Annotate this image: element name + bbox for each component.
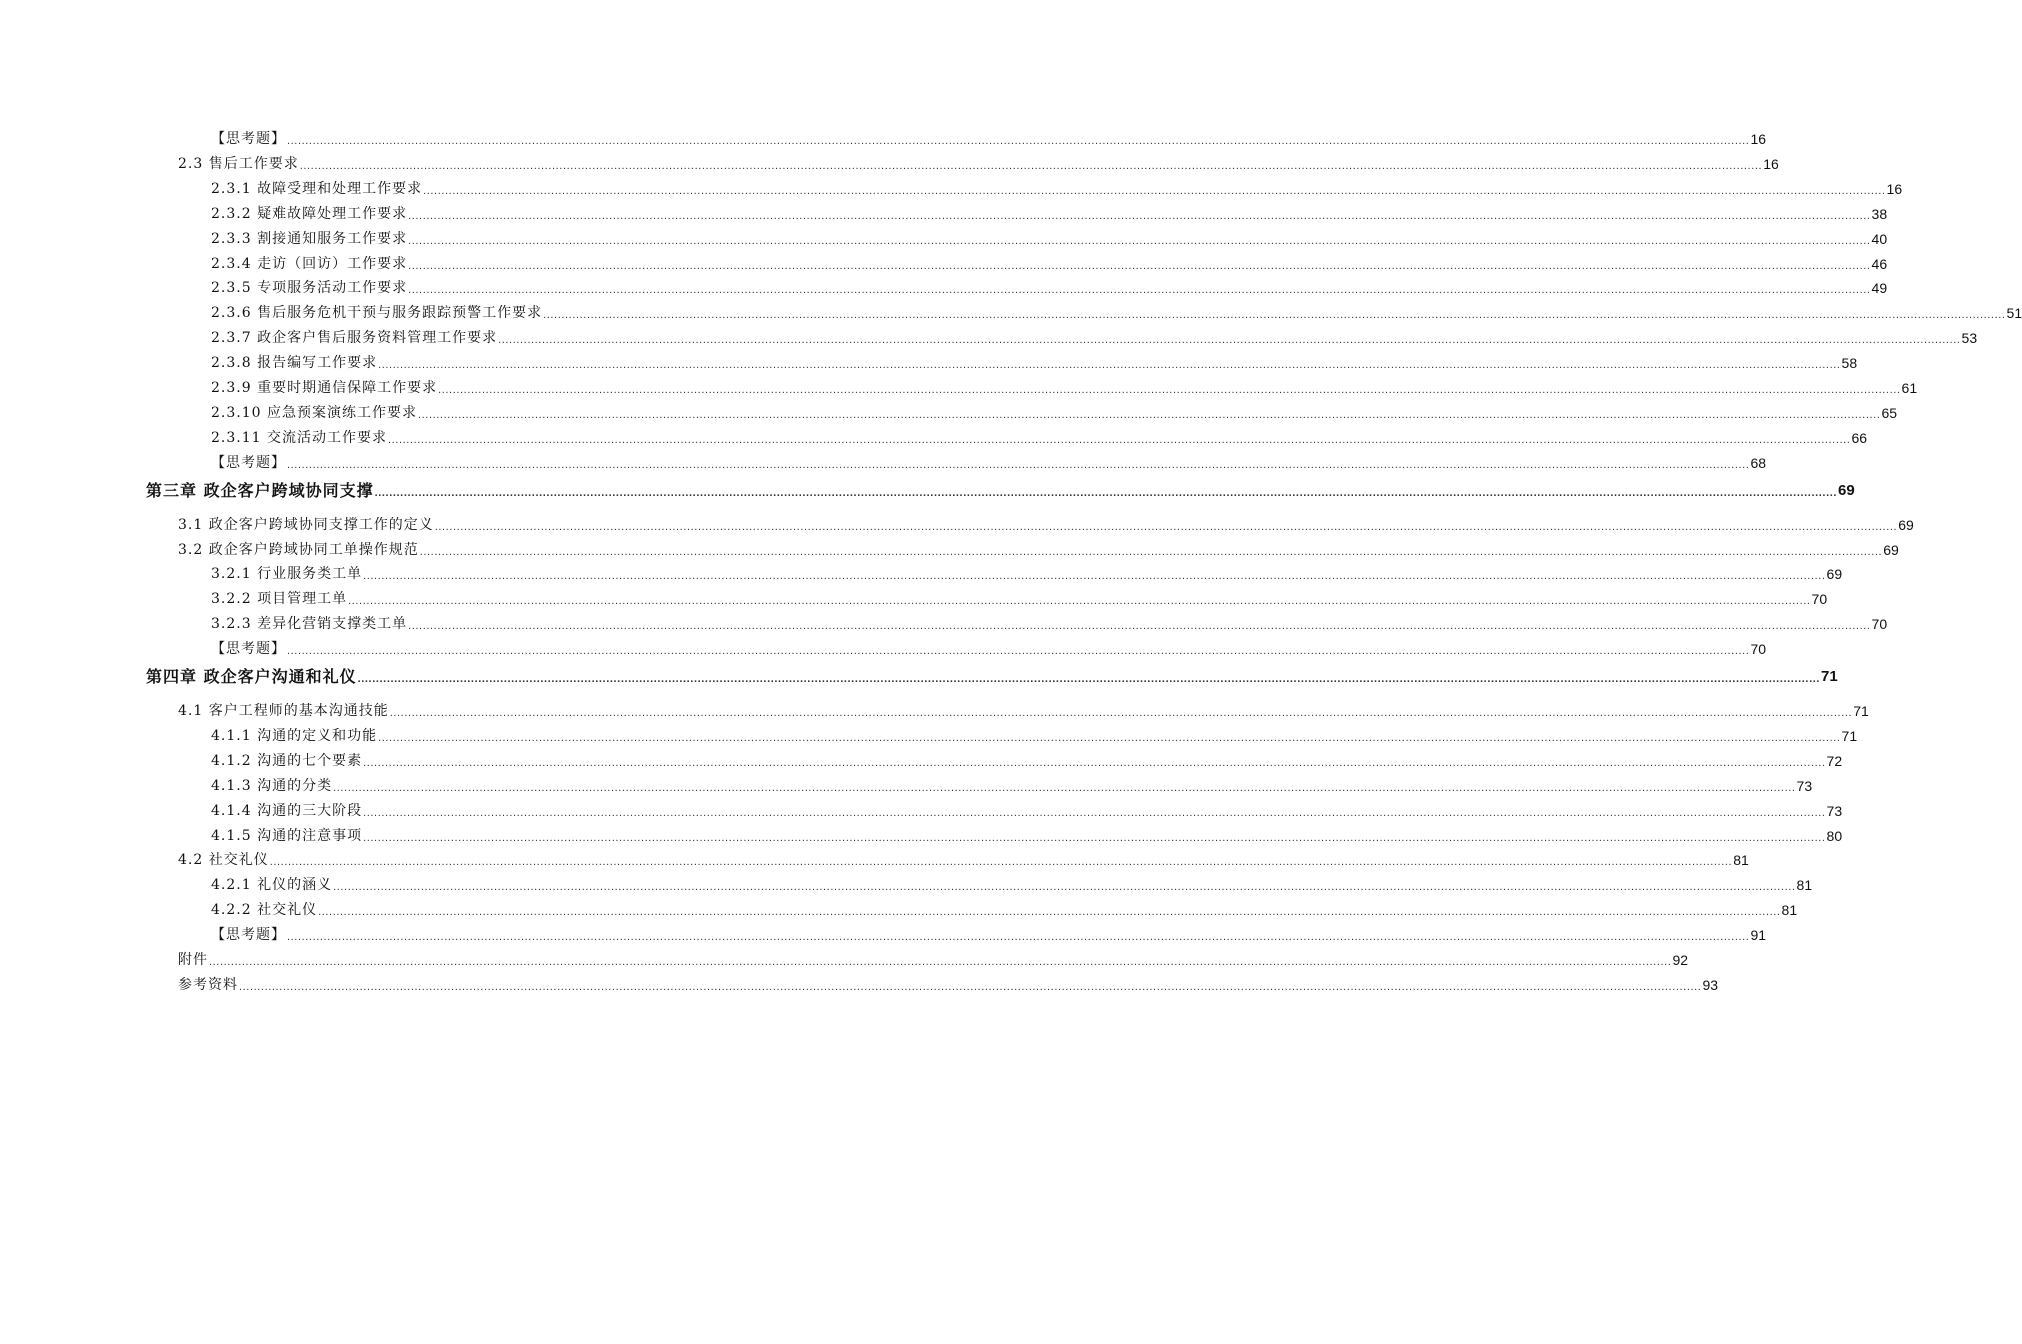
toc-leader-dots: ................................................................................................................................................................................................................................................................................................................................................................................................................	[408, 209, 1871, 222]
toc-entry-page-number: 69	[1838, 481, 1855, 499]
toc-entry-page-number: 81	[1781, 902, 1798, 919]
toc-entry-page-number: 81	[1733, 852, 1749, 869]
toc-entry-title: 4.2.1 礼仪的涵义	[211, 877, 333, 894]
toc-entry-title: 4.1.3 沟通的分类	[211, 777, 333, 794]
toc-entry-page-number: 65	[1881, 404, 1898, 421]
toc-entry[interactable]	[211, 375, 1918, 397]
toc-entry-title: 3.2 政企客户跨域协同工单操作规范	[178, 541, 419, 558]
toc-entry-title: 2.3.8 报告编写工作要求	[211, 355, 378, 372]
toc-entry[interactable]	[211, 897, 1798, 919]
toc-entry-page-number: 69	[1883, 541, 1899, 558]
toc-entry-page-number: 93	[1702, 976, 1719, 993]
toc-entry[interactable]	[211, 723, 1858, 745]
toc-entry[interactable]	[211, 300, 2022, 322]
toc-entry-title: 3.2.3 差异化营销支撑类工单	[211, 616, 408, 633]
toc-entry-title: 第三章 政企客户跨域协同支撑	[146, 480, 374, 500]
toc-entry[interactable]	[178, 947, 1689, 969]
toc-entry-page-number: 68	[1750, 454, 1767, 471]
toc-leader-dots: ................................................................................................................................................................................................................................................................................................................................................................................................................	[363, 570, 1826, 583]
toc-leader-dots: ................................................................................................................................................................................................................................................................................................................................................................................................................	[543, 309, 2006, 322]
toc-entry-page-number: 73	[1826, 802, 1843, 819]
toc-entry-page-number: 71	[1841, 727, 1858, 744]
toc-entry-page-number: 49	[1871, 280, 1888, 297]
toc-leader-dots: ................................................................................................................................................................................................................................................................................................................................................................................................................	[419, 545, 1883, 558]
toc-leader-dots: ................................................................................................................................................................................................................................................................................................................................................................................................................	[363, 831, 1826, 844]
toc-entry-title: 参考资料	[178, 976, 238, 993]
toc-entry[interactable]	[146, 664, 1838, 686]
toc-leader-dots: ................................................................................................................................................................................................................................................................................................................................................................................................................	[348, 595, 1811, 608]
toc-entry-page-number: 38	[1871, 205, 1888, 222]
toc-leader-dots: ................................................................................................................................................................................................................................................................................................................................................................................................................	[299, 159, 1763, 172]
toc-entry[interactable]	[211, 425, 1868, 447]
toc-entry-page-number: 16	[1750, 131, 1767, 147]
toc-entry-title: 4.1.4 沟通的三大阶段	[211, 802, 363, 819]
toc-entry-page-number: 92	[1672, 952, 1689, 968]
toc-entry[interactable]	[178, 972, 1719, 994]
toc-leader-dots: ................................................................................................................................................................................................................................................................................................................................................................................................................	[498, 334, 1961, 347]
toc-leader-dots: ................................................................................................................................................................................................................................................................................................................................................................................................................	[287, 458, 1750, 471]
toc-entry[interactable]	[178, 537, 1899, 559]
toc-entry[interactable]	[211, 922, 1767, 944]
toc-entry-title: 【思考题】	[211, 454, 286, 471]
toc-entry[interactable]	[178, 512, 1914, 534]
toc-entry-page-number: 71	[1821, 668, 1838, 685]
toc-entry[interactable]	[211, 636, 1767, 658]
toc-entry-title: 2.3.11 交流活动工作要求	[211, 429, 387, 446]
toc-leader-dots: ................................................................................................................................................................................................................................................................................................................................................................................................................	[239, 980, 1702, 993]
toc-leader-dots: ................................................................................................................................................................................................................................................................................................................................................................................................................	[408, 259, 1871, 272]
toc-entry-title: 第四章 政企客户沟通和礼仪	[146, 667, 357, 686]
toc-leader-dots: ................................................................................................................................................................................................................................................................................................................................................................................................................	[434, 520, 1898, 533]
toc-entry-page-number: 70	[1750, 641, 1767, 658]
toc-leader-dots: ................................................................................................................................................................................................................................................................................................................................................................................................................	[357, 673, 1821, 685]
toc-leader-dots: ................................................................................................................................................................................................................................................................................................................................................................................................................	[287, 931, 1750, 944]
toc-entry[interactable]	[211, 251, 1888, 273]
toc-leader-dots: ................................................................................................................................................................................................................................................................................................................................................................................................................	[333, 881, 1796, 894]
toc-entry-title: 4.1.5 沟通的注意事项	[211, 827, 363, 844]
toc-entry[interactable]	[211, 798, 1843, 820]
toc-leader-dots: ................................................................................................................................................................................................................................................................................................................................................................................................................	[438, 384, 1901, 396]
toc-entry-title: 4.2.2 社交礼仪	[211, 902, 318, 919]
toc-entry-title: 3.2.1 行业服务类工单	[211, 566, 363, 583]
toc-entry-title: 附件	[178, 952, 208, 968]
toc-leader-dots: ................................................................................................................................................................................................................................................................................................................................................................................................................	[287, 645, 1750, 658]
toc-entry-title: 2.3 售后工作要求	[178, 155, 299, 172]
toc-entry-page-number: 16	[1886, 180, 1903, 197]
toc-entry[interactable]	[211, 748, 1843, 770]
toc-entry-page-number: 80	[1826, 827, 1843, 844]
toc-entry-page-number: 81	[1796, 877, 1813, 894]
toc-leader-dots: ................................................................................................................................................................................................................................................................................................................................................................................................................	[387, 433, 1851, 446]
toc-leader-dots: ................................................................................................................................................................................................................................................................................................................................................................................................................	[363, 806, 1826, 819]
toc-entry[interactable]	[211, 611, 1888, 633]
toc-leader-dots: ................................................................................................................................................................................................................................................................................................................................................................................................................	[408, 234, 1871, 247]
toc-entry-page-number: 73	[1796, 777, 1813, 794]
toc-entry-page-number: 70	[1811, 591, 1828, 608]
toc-entry-page-number: 91	[1750, 927, 1767, 944]
toc-entry-title: 4.1.1 沟通的定义和功能	[211, 727, 378, 744]
toc-entry[interactable]	[211, 450, 1767, 472]
toc-entry[interactable]	[211, 275, 1888, 297]
toc-entry-page-number: 58	[1841, 355, 1858, 372]
toc-entry-title: 2.3.5 专项服务活动工作要求	[211, 280, 408, 297]
toc-entry[interactable]	[211, 400, 1898, 422]
toc-entry[interactable]	[211, 176, 1903, 198]
toc-entry-page-number: 61	[1901, 380, 1918, 396]
toc-leader-dots: ................................................................................................................................................................................................................................................................................................................................................................................................................	[408, 284, 1871, 297]
toc-entry[interactable]	[211, 126, 1767, 148]
toc-entry-title: 2.3.3 割接通知服务工作要求	[211, 230, 408, 247]
toc-leader-dots: ................................................................................................................................................................................................................................................................................................................................................................................................................	[287, 135, 1750, 147]
toc-entry-page-number: 70	[1871, 616, 1888, 633]
toc-entry-title: 3.2.2 项目管理工单	[211, 591, 348, 608]
toc-leader-dots: ................................................................................................................................................................................................................................................................................................................................................................................................................	[318, 906, 1781, 919]
toc-entry-page-number: 40	[1871, 230, 1888, 247]
toc-leader-dots: ................................................................................................................................................................................................................................................................................................................................................................................................................	[378, 359, 1841, 372]
toc-entry-title: 4.2 社交礼仪	[178, 852, 269, 869]
toc-entry-page-number: 16	[1763, 155, 1779, 172]
toc-entry[interactable]	[178, 151, 1779, 173]
toc-entry[interactable]	[178, 847, 1749, 869]
toc-entry-title: 2.3.9 重要时期通信保障工作要求	[211, 380, 438, 396]
toc-entry-title: 2.3.2 疑难故障处理工作要求	[211, 205, 408, 222]
toc-leader-dots: ................................................................................................................................................................................................................................................................................................................................................................................................................	[423, 184, 1886, 197]
toc-entry[interactable]	[211, 561, 1843, 583]
toc-entry-title: 2.3.10 应急预案演练工作要求	[211, 404, 417, 421]
toc-entry-page-number: 66	[1851, 429, 1868, 446]
toc-entry-title: 【思考题】	[211, 927, 286, 944]
toc-entry[interactable]	[211, 350, 1858, 372]
toc-entry-page-number: 71	[1853, 703, 1869, 719]
toc-leader-dots: ................................................................................................................................................................................................................................................................................................................................................................................................................	[209, 956, 1672, 968]
toc-leader-dots: ................................................................................................................................................................................................................................................................................................................................................................................................................	[389, 707, 1853, 719]
toc-leader-dots: ................................................................................................................................................................................................................................................................................................................................................................................................................	[374, 486, 1838, 499]
toc-entry-page-number: 46	[1871, 255, 1888, 272]
toc-entry-page-number: 69	[1826, 566, 1843, 583]
toc-entry[interactable]	[211, 226, 1888, 248]
toc-entry-title: 【思考题】	[211, 641, 286, 658]
toc-entry-title: 2.3.4 走访（回访）工作要求	[211, 255, 408, 272]
toc-entry[interactable]	[211, 773, 1813, 795]
toc-entry[interactable]	[211, 586, 1828, 608]
toc-entry-page-number: 51	[2006, 305, 2022, 322]
toc-entry[interactable]	[211, 201, 1888, 223]
toc-entry-title: 3.1 政企客户跨域协同支撑工作的定义	[178, 516, 434, 533]
toc-entry-title: 2.3.7 政企客户售后服务资料管理工作要求	[211, 330, 498, 347]
toc-entry-page-number: 72	[1826, 752, 1843, 769]
toc-entry-title: 【思考题】	[211, 131, 286, 147]
toc-leader-dots: ................................................................................................................................................................................................................................................................................................................................................................................................................	[333, 781, 1796, 794]
toc-leader-dots: ................................................................................................................................................................................................................................................................................................................................................................................................................	[408, 620, 1871, 633]
toc-entry-title: 4.1 客户工程师的基本沟通技能	[178, 703, 389, 719]
toc-entry-title: 4.1.2 沟通的七个要素	[211, 752, 363, 769]
toc-leader-dots: ................................................................................................................................................................................................................................................................................................................................................................................................................	[378, 731, 1841, 744]
toc-leader-dots: ................................................................................................................................................................................................................................................................................................................................................................................................................	[363, 756, 1826, 769]
toc-entry-page-number: 69	[1898, 516, 1914, 533]
toc-leader-dots: ................................................................................................................................................................................................................................................................................................................................................................................................................	[417, 408, 1881, 421]
toc-entry[interactable]	[211, 872, 1813, 894]
toc-entry-page-number: 53	[1961, 330, 1978, 347]
toc-entry[interactable]	[211, 823, 1843, 845]
toc-entry[interactable]	[211, 325, 1978, 347]
toc-entry[interactable]	[146, 478, 1855, 500]
toc-entry-title: 2.3.6 售后服务危机干预与服务跟踪预警工作要求	[211, 305, 543, 322]
toc-entry[interactable]	[178, 698, 1869, 720]
toc-entry-title: 2.3.1 故障受理和处理工作要求	[211, 180, 423, 197]
toc-leader-dots: ................................................................................................................................................................................................................................................................................................................................................................................................................	[269, 856, 1733, 869]
